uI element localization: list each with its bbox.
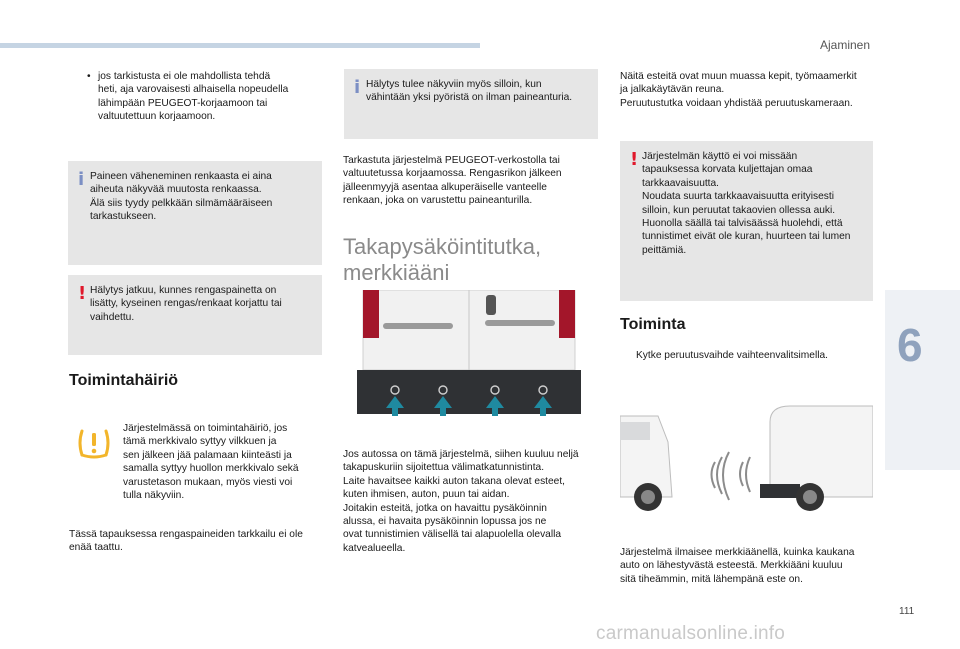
watermark: carmanualsonline.info — [596, 623, 786, 644]
info-box-text: Hälytys tulee näkyviin myös silloin, kun vähintään yksi pyöristä on ilman paineanturia. — [366, 79, 573, 104]
bullet-text: jos tarkistusta ei ole mahdollista tehdä heti, aja varovaisesti alhaisella nopeudella lähimpään PEUGEOT-korjaamoon tai valtuutettuun korjaamoon. — [98, 71, 289, 123]
info-box-pressure — [68, 161, 322, 265]
heading-rear-parking-sensor: Takapysäköintitutka, merkkiääni — [343, 234, 542, 285]
sensor-text: Jos autossa on tämä järjestelmä, siihen kuuluu neljä takapuskuriin sijoitettua välimatkatunnistinta. Laite havaitsee kaikki auton takana olevat esteet, kuten ihmisen, auton, puun tai aidan. Joitakin esteitä, jotka on havaittu pysäköinnin alussa, ei havaita pysäköinnin lopussa jos ne ovat tunnistimien välisellä tai alapuolella olevalla katvealueella. — [343, 449, 579, 554]
heading-malfunction: Toimintahäiriö — [69, 372, 179, 389]
check-text: Tarkastuta järjestelmä PEUGEOT-verkostolla tai valtuutetussa korjaamossa. Rengasrikon jälkeen jälleenmyyjä asentaa alkuperäiselle vanteelle renkaan, joka on varustettu paineanturilla. — [343, 155, 562, 207]
tyre-pressure-warning-lamp-icon — [76, 425, 112, 461]
intro-text: Näitä esteitä ovat muun muassa kepit, työmaamerkit ja jalkakäytävän reuna. Peruutustutka voidaan yhdistää peruutuskameraan. — [620, 71, 857, 109]
section-title: Ajaminen — [820, 38, 871, 52]
warning-box-alert — [68, 275, 322, 355]
vans-reversing-illustration — [620, 402, 873, 524]
chapter-number: 6 — [897, 319, 923, 371]
info-box-sensor — [344, 69, 598, 139]
bullet-symbol: • — [87, 71, 91, 82]
heading-operation: Toiminta — [620, 316, 686, 333]
warning-box-text: Hälytys jatkuu, kunnes rengaspainetta on lisätty, kyseinen rengas/renkaat korjattu tai vaihdettu. — [90, 285, 282, 323]
final-text: Tässä tapauksessa rengaspaineiden tarkkailu ei ole enää taattu. — [69, 529, 303, 554]
warning-mark-icon: ! — [630, 149, 639, 170]
chapter-tab — [885, 290, 960, 470]
warning-box-attention — [620, 141, 873, 301]
top-progress-bar — [0, 43, 480, 48]
warning-mark-icon: ! — [78, 283, 87, 304]
info-box-text: Paineen väheneminen renkaasta ei aina aiheuta näkyvää muutosta renkaassa. Älä siis tyydy pelkkään silmämääräiseen tarkastukseen. — [90, 171, 273, 223]
van-rear-sensors-illustration — [343, 290, 598, 430]
page-number: 111 — [899, 606, 915, 617]
info-mark-icon: i — [78, 169, 85, 190]
step-text: Kytke peruutusvaihde vaihteenvalitsimella. — [636, 350, 828, 361]
bottom-text: Järjestelmä ilmaisee merkkiäänellä, kuinka kaukana auto on lähestyvästä esteestä. Merkkiääni kuuluu sitä tiheämmin, mitä lähempänä este on. — [620, 547, 855, 585]
info-mark-icon: i — [354, 77, 361, 98]
malfunction-text: Järjestelmässä on toimintahäiriö, jos tämä merkkivalo syttyy vilkkuen ja sen jälkeen jää palamaan kiinteästi ja samalla syttyy huollon merkkivalo sekä varustetason mukaan, myös viesti voi tulla näkyviin. — [123, 423, 299, 502]
warning-box-text: Järjestelmän käyttö ei voi missään tapauksessa korvata kuljettajan omaa tarkkaavaisuutta. Noudata suurta tarkkaavaisuutta erityisesti silloin, kun peruutat takaovien ollessa auki. Huonolla säällä tai talvisäässä huolehdi, että tunnistimet eivät ole kuran, huurteen tai lumen peittämiä. — [642, 151, 851, 256]
